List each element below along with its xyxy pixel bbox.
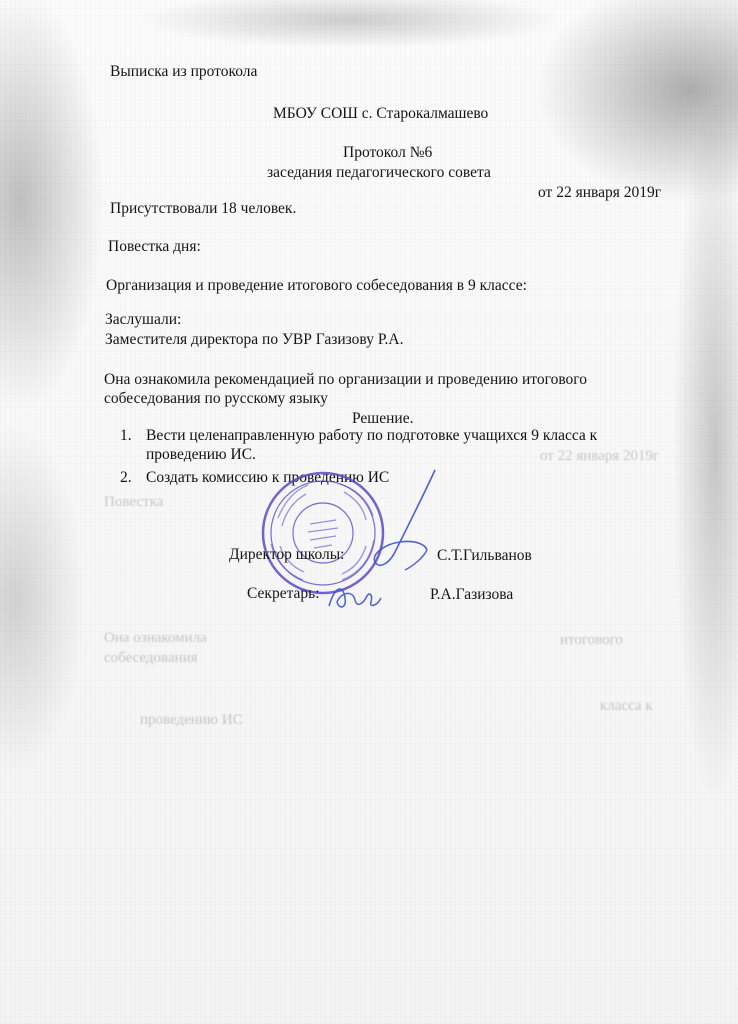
- heard-person: Заместителя директора по УВР Газизову Р.А.: [105, 331, 404, 348]
- list-item: [120, 426, 680, 464]
- ghost-text: Повестка: [104, 494, 164, 510]
- list-item-number: 1.: [120, 427, 132, 444]
- director-name: С.Т.Гильванов: [437, 547, 532, 564]
- list-item-text: Вести целенаправленную работу по подготовке учащихся 9 класса к: [146, 427, 598, 444]
- ghost-text: собеседования: [104, 650, 198, 666]
- secretary-name: Р.А.Газизова: [430, 586, 514, 603]
- extract-title: Выписка из протокола: [110, 63, 258, 80]
- secretary-label: Секретарь:: [247, 585, 320, 602]
- agenda-label: Повестка дня:: [108, 238, 201, 255]
- protocol-date: от 22 января 2019г: [538, 184, 662, 201]
- list-item-text: проведению ИС.: [146, 446, 256, 463]
- statement-line: Она ознакомила рекомендацией по организации и проведению итогового: [104, 371, 588, 388]
- attendance-line: Присутствовали 18 человек.: [110, 200, 297, 217]
- school-name: МБОУ СОШ с. Старокалмашево: [273, 105, 489, 122]
- ghost-text: от 22 января 2019г: [540, 448, 660, 464]
- director-label: Директор школы:: [229, 546, 345, 563]
- decision-label: Решение.: [352, 410, 414, 427]
- ghost-text: итогового: [560, 632, 623, 648]
- ghost-text: Она ознакомила: [104, 630, 207, 646]
- agenda-item: Организация и проведение итогового собеседования в 9 классе:: [106, 277, 527, 294]
- secretary-signature: [325, 578, 385, 614]
- protocol-number: Протокол №6: [343, 144, 433, 161]
- meeting-title: заседания педагогического совета: [267, 164, 491, 181]
- ghost-text: класса к: [600, 698, 653, 714]
- list-item-text: Создать комиссию к проведению ИС: [146, 469, 390, 486]
- list-item-number: 2.: [120, 469, 132, 486]
- heard-label: Заслушали:: [105, 311, 182, 328]
- ghost-text: проведению ИС: [140, 712, 243, 728]
- statement-line: собеседования по русскому языку: [104, 390, 328, 407]
